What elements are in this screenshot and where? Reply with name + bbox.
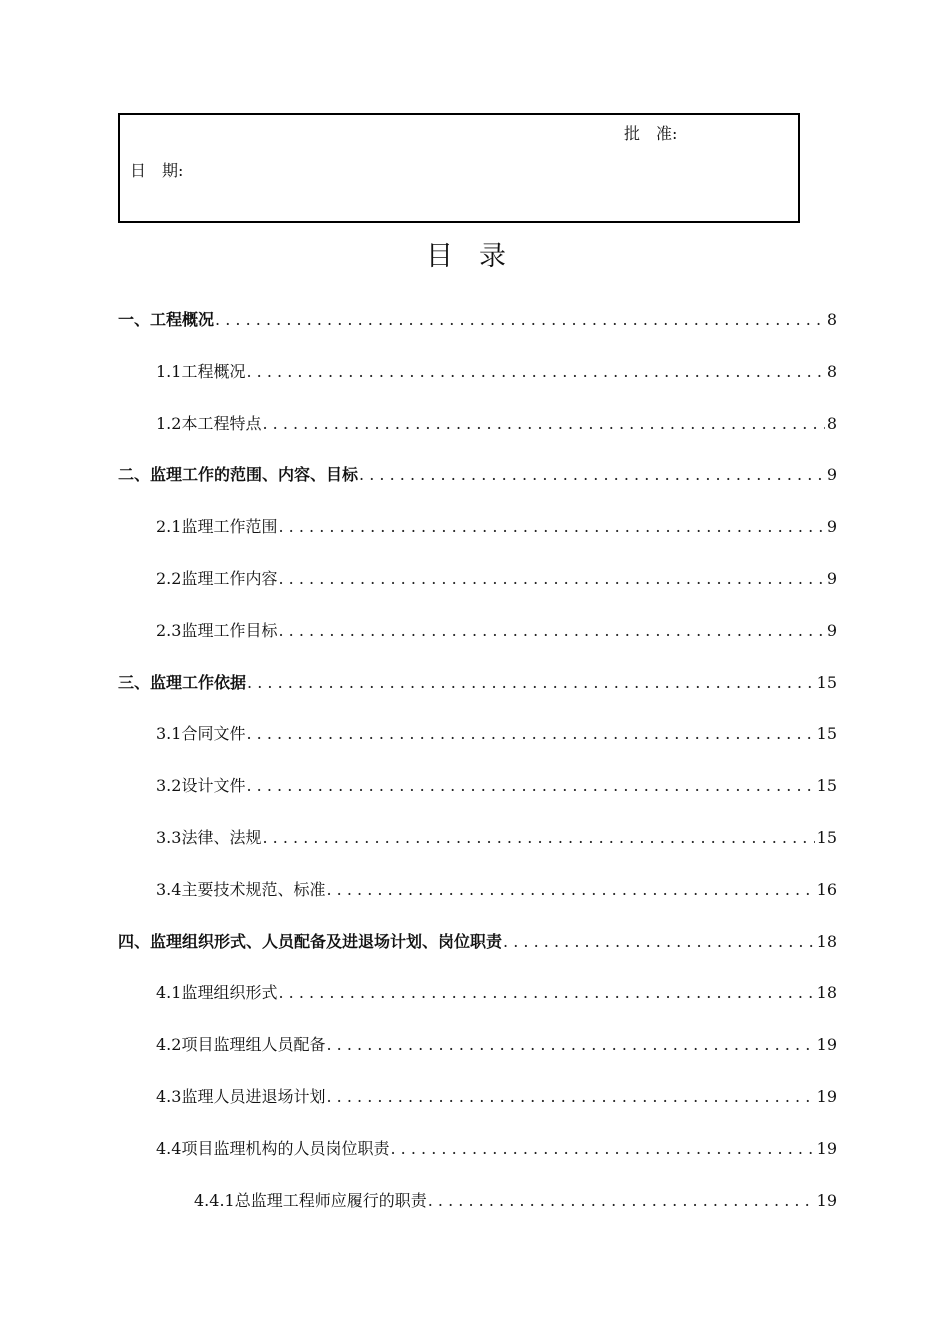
toc-dot-leader [278, 617, 824, 645]
toc-entry-label: 3.3法律、法规 [156, 828, 262, 847]
toc-entry[interactable] [156, 1135, 837, 1163]
toc-entry-label: 3.2设计文件 [156, 776, 246, 796]
toc-dot-leader [359, 461, 825, 489]
toc-entry-label: 2.3监理工作目标 [156, 620, 278, 640]
toc-page-number: 15 [816, 776, 837, 796]
toc-page-number: 15 [816, 672, 837, 692]
toc-dot-leader [246, 720, 814, 748]
toc-entry[interactable] [156, 772, 837, 800]
toc-entry[interactable] [156, 720, 837, 748]
toc-page-number: 19 [816, 1190, 837, 1210]
toc-page-number: 8 [826, 413, 837, 433]
toc-dot-leader [262, 410, 824, 438]
toc-entry[interactable] [118, 669, 837, 697]
toc-entry-label: 4.4.1总监理工程师应履行的职责 [194, 1190, 427, 1210]
approval-box [118, 113, 800, 223]
toc-dot-leader [262, 824, 814, 852]
toc-page-number: 18 [816, 983, 837, 1003]
toc-entry[interactable] [156, 1031, 837, 1059]
toc-entry[interactable] [156, 617, 837, 645]
toc-dot-leader [326, 1031, 814, 1059]
toc-page-number: 9 [826, 517, 837, 537]
toc-entry[interactable] [156, 410, 837, 438]
toc-entry-label: 2.2监理工作内容 [156, 569, 278, 588]
toc-entry-label: 4.2项目监理组人员配备 [156, 1035, 326, 1055]
toc-page-number: 9 [826, 465, 837, 485]
toc-entry-label: 2.1监理工作范围 [156, 517, 278, 537]
toc-page-number: 16 [816, 879, 837, 899]
toc-dot-leader [278, 565, 824, 593]
date-label: 日 期: [130, 161, 184, 180]
toc-dot-leader [503, 928, 815, 956]
toc-dot-leader [246, 358, 824, 386]
toc-entry-label: 1.1工程概况 [156, 361, 246, 381]
toc-page-number: 15 [816, 724, 837, 744]
toc-entry[interactable] [118, 928, 837, 956]
toc-dot-leader [278, 513, 824, 541]
toc-entry[interactable] [118, 306, 837, 334]
toc-dot-leader [246, 772, 814, 800]
approve-label: 批 准: [624, 124, 678, 143]
toc-page-number: 19 [816, 1087, 837, 1106]
toc-entry-label: 二、监理工作的范围、内容、目标 [118, 465, 359, 485]
toc-dot-leader [390, 1135, 814, 1163]
toc-entry[interactable] [156, 565, 837, 593]
toc-entry-label: 3.1合同文件 [156, 724, 246, 744]
toc-entry-label: 4.1监理组织形式 [156, 983, 278, 1003]
toc-entry-label: 1.2本工程特点 [156, 413, 262, 433]
toc-title: 目录 [426, 241, 532, 272]
toc-entry-label: 一、工程概况 [118, 310, 215, 329]
toc-entry[interactable] [156, 1083, 837, 1111]
toc-dot-leader [326, 876, 814, 904]
toc-dot-leader [278, 979, 814, 1007]
toc-entry-label: 3.4主要技术规范、标准 [156, 879, 326, 899]
toc-dot-leader [215, 306, 825, 334]
toc-entry[interactable] [156, 979, 837, 1007]
toc-page-number: 8 [826, 361, 837, 381]
toc-page-number: 9 [826, 569, 837, 588]
toc-page-number: 18 [816, 931, 837, 951]
toc-page-number: 15 [816, 828, 837, 847]
toc-entry-label: 三、监理工作依据 [118, 672, 247, 692]
toc-page-number: 19 [816, 1035, 837, 1055]
toc-page-number: 8 [826, 310, 837, 329]
toc-entry-label: 四、监理组织形式、人员配备及进退场计划、岗位职责 [118, 931, 503, 951]
toc-page-number: 19 [816, 1138, 837, 1158]
toc-page-number: 9 [826, 620, 837, 640]
toc-entry-label: 4.3监理人员进退场计划 [156, 1087, 326, 1106]
toc-entry[interactable] [156, 358, 837, 386]
toc-entry[interactable] [156, 824, 837, 852]
toc-dot-leader [428, 1187, 815, 1215]
toc-entry[interactable] [156, 513, 837, 541]
toc-entry[interactable] [194, 1187, 837, 1215]
toc-dot-leader [247, 669, 815, 697]
toc-entry[interactable] [156, 876, 837, 904]
toc-dot-leader [326, 1083, 814, 1111]
toc-entry-label: 4.4项目监理机构的人员岗位职责 [156, 1138, 390, 1158]
toc-entry[interactable] [118, 461, 837, 489]
